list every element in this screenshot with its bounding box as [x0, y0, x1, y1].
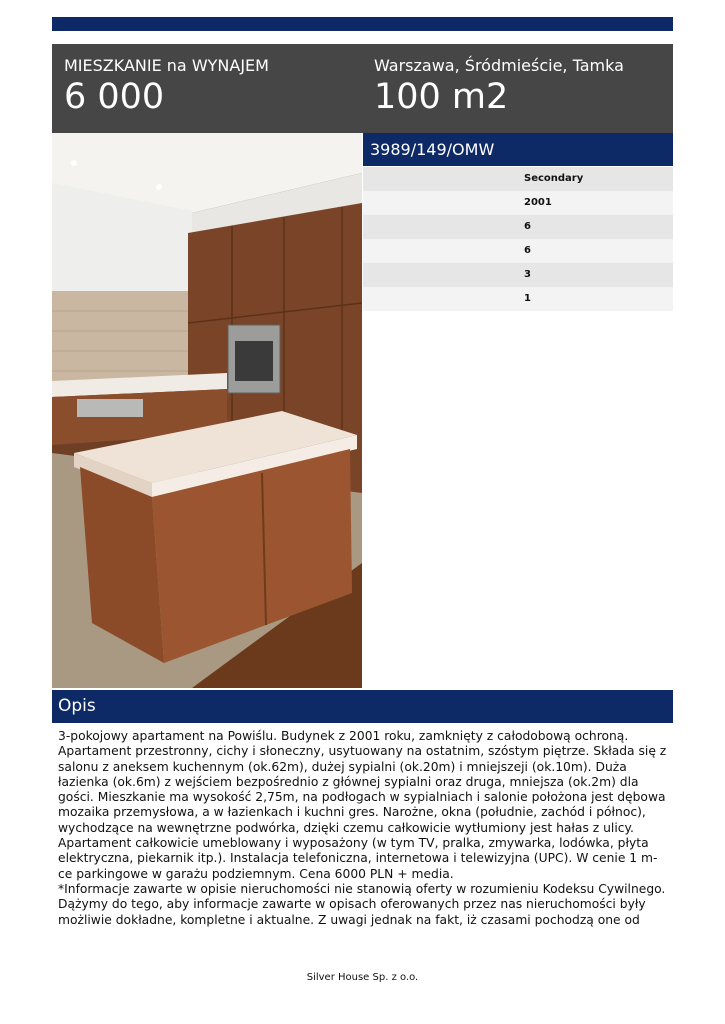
- listing-area: 100 m2: [374, 77, 509, 117]
- detail-row: 6: [363, 215, 673, 239]
- detail-row: Secondary: [363, 167, 673, 191]
- detail-row: 2001: [363, 191, 673, 215]
- detail-row: 1: [363, 287, 673, 311]
- description-text: 3-pokojowy apartament na Powiślu. Budynek z 2001 roku, zamknięty z całodobową ochroną. Apartament przestronny, cichy i słoneczny, usytuowany na ostatnim, szóstym piętrze. Składa się z salonu z aneksem kuchennym (ok.62m), dużej sypialni (ok.20m) i mniejszeji (ok.10m). Duża łazienka (ok.6m) z wejściem bezpośrednio z głównej sypialni oraz druga, mniejsza (ok.2m) dla gości. Mieszkanie ma wysokość 2,75m, na podłogach w sypialniach i salonie położona jest dębowa mozaika przemysłowa, a w łazienkach i kuchni gres. Narożne, okna (południe, zachód i północ), wychodzące na wewnętrzne podwórka, dzięki czemu całkowicie wytłumiony jest hałas z ulicy. Apartament całkowicie umeblowany i wyposażony (w tym TV, pralka, zmywarka, lodówka, płyta elektryczna, piekarnik itp.). Instalacja telefoniczna, internetowa i telewizyjna (UPC). W cenie 1 m-ce parkingowe w garażu podziemnym. Cena 6000 PLN + media. *Informacje zawarte w opisie nieruchomości nie stanowią oferty w rozumieniu Kodeksu Cywilnego. Dążymy do tego, aby informacje zawarte w opisach oferowanych przez nas nieruchomości były możliwie dokładne, kompletne i aktualne. Z uwagi jednak na fakt, iż czasami pochodzą one od: [58, 729, 667, 927]
- description-title: Opis: [52, 690, 673, 723]
- listing-price: 6 000: [64, 77, 165, 117]
- kitchen-island-photo: [52, 133, 362, 688]
- top-accent-bar: [52, 17, 673, 31]
- listing-type: MIESZKANIE na WYNAJEM: [64, 56, 269, 75]
- details-table: [363, 167, 673, 311]
- detail-row: 3: [363, 263, 673, 287]
- detail-row: 6: [363, 239, 673, 263]
- reference-number: 3989/149/OMW: [363, 133, 673, 166]
- footer-company: Silver House Sp. z o.o.: [306, 972, 419, 983]
- listing-header: [52, 44, 673, 133]
- listing-location: Warszawa, Śródmieście, Tamka: [374, 56, 624, 75]
